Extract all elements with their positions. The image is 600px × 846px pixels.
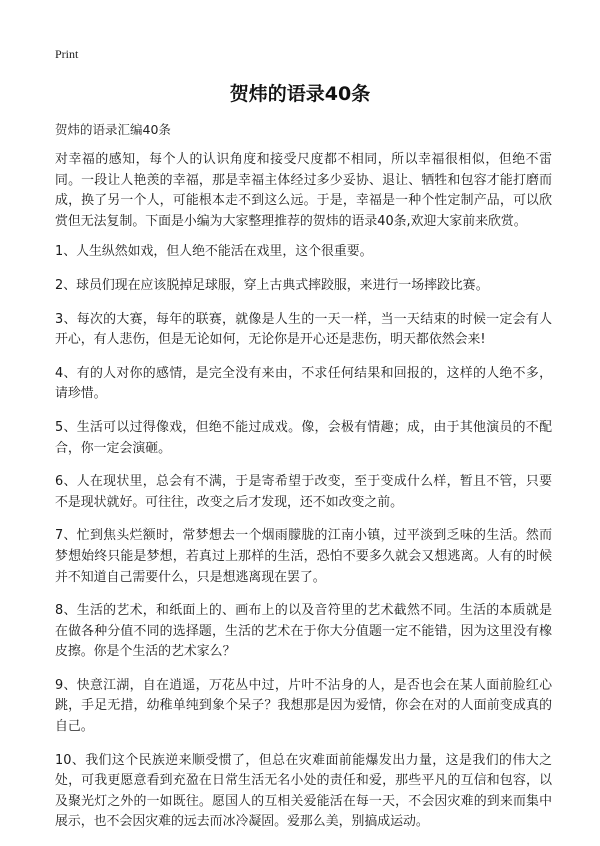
quote-item: 5、生活可以过得像戏，但绝不能过成戏。像，会极有情趣；成，由于其他演员的不配合，你一定会演砸。 xyxy=(55,419,552,456)
print-link[interactable]: Print xyxy=(55,47,79,61)
quote-item: 8、生活的艺术，和纸面上的、画布上的以及音符里的艺术截然不同。生活的本质就是在做各种分值不同的选择题，生活的艺术在于你大分值题一定不能错，因为这里没有橡皮擦。你是个生活的艺术家么？ xyxy=(55,603,552,660)
quote-item: 10、我们这个民族逆来顺受惯了，但总在灾难面前能爆发出力量，这是我们的伟大之处，可我更愿意看到充盈在日常生活无名小处的责任和爱，那些平凡的互信和包容，以及聚光灯之外的一如既往。愿国人的互相关爱能活在每一天，不会因灾难的到来而集中展示，也不会因灾难的远去而冰冷凝固。爱那么美，别搞成运动。 xyxy=(55,752,552,830)
quote-item: 1、人生纵然如戏，但人绝不能活在戏里，这个很重要。 xyxy=(55,244,373,260)
quote-item: 2、球员们现在应该脱掉足球服，穿上古典式摔跤服，来进行一场摔跤比赛。 xyxy=(55,277,489,293)
subtitle: 贺炜的语录汇编40条 xyxy=(55,122,171,137)
quote-item: 4、有的人对你的感情，是完全没有来由，不求任何结果和回报的，这样的人绝不多，请珍惜。 xyxy=(55,365,552,402)
quote-item: 6、人在现状里，总会有不满，于是寄希望于改变，至于变成什么样，暂且不管，只要不是现状就好。可往往，改变之后才发现，还不如改变之前。 xyxy=(55,474,552,510)
quote-item: 9、快意江湖，自在逍遥，万花丛中过，片叶不沾身的人，是否也会在某人面前脸红心跳，手足无措，幼稚单纯到象个呆子？我想那是因为爱情，你会在对的人面前变成真的自己。 xyxy=(55,677,552,735)
quote-item: 7、忙到焦头烂额时，常梦想去一个烟雨朦胧的江南小镇，过平淡到乏味的生活。然而梦想始终只能是梦想，若真过上那样的生活，恐怕不要多久就会又想逃离。人有的时候并不知道自己需要什么，只是想逃离现在罢了。 xyxy=(55,528,552,585)
article-body xyxy=(55,150,552,846)
intro-paragraph: 对幸福的感知，每个人的认识角度和接受尺度都不相同，所以幸福很相似，但绝不雷同。一段让人艳羡的幸福，那是幸福主体经过多少妥协、退让、牺牲和包容才能打磨而成，换了另一个人，可能根本走不到这么远。于是，幸福是一种个性定制产品，可以欣赏但无法复制。下面是小编为大家整理推荐的贺炜的语录40条,欢迎大家前来欣赏。 xyxy=(55,152,552,229)
page-title: 贺炜的语录40条 xyxy=(229,83,371,105)
quote-item: 3、每次的大赛，每年的联赛，就像是人生的一天一样，当一天结束的时候一定会有人开心，有人悲伤，但是无论如何，无论你是开心还是悲伤，明天都依然会来! xyxy=(55,311,552,348)
